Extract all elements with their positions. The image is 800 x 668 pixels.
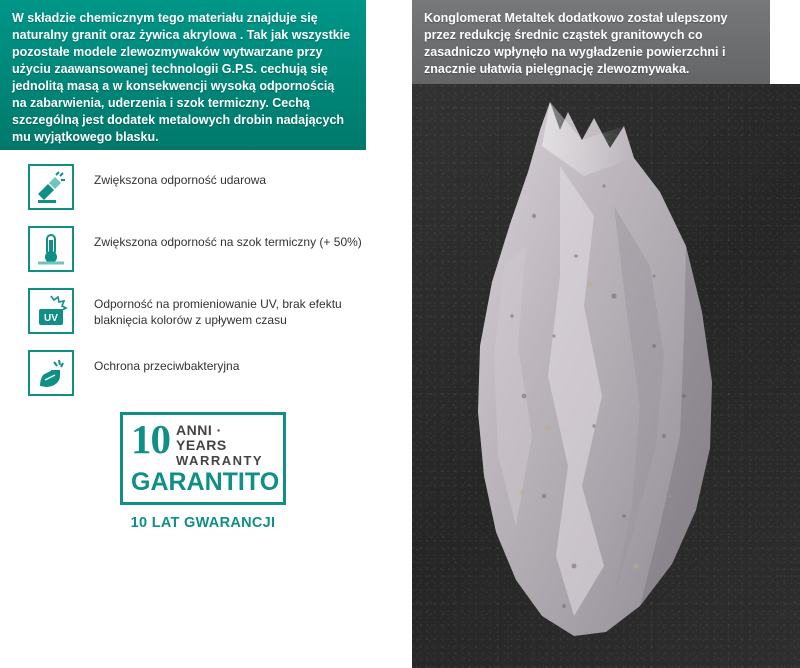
svg-text:UV: UV (44, 313, 58, 324)
intro-description-box: W składzie chemicznym tego materiału znajduje się naturalny granit oraz żywica akrylowa . Tak jak wszystkie pozostałe modele zlewozmywaków wytwarzane przy użyciu zaawansowanej technologii G.P.S. cechują się jednolitą masą a w konsekwencji wysoką odpornością na zabarwienia, uderzenia i szok termiczny. Cechą szczególną jest dodatek metalowych drobin nadających mu wyjątkowego blasku. (0, 0, 366, 150)
feature-label: Ochrona przeciwbakteryjna (94, 359, 240, 373)
warranty-years-number: 10 (131, 416, 170, 462)
uv-shield-icon (28, 288, 74, 334)
stone-photo (412, 84, 800, 668)
feature-label: Odporność na promieniowanie UV, brak efektu blaknięcia kolorów z upływem czasu (94, 297, 342, 327)
granite-stone-shape (464, 96, 726, 648)
warranty-garantito: GARANTITO (131, 468, 280, 496)
warranty-box (120, 412, 286, 505)
feature-label: Zwiększona odporność na szok termiczny (+ 50%) (94, 235, 362, 249)
antibacterial-icon (28, 350, 74, 396)
feature-item (0, 220, 400, 282)
feature-item (0, 344, 400, 406)
impact-resistance-icon (28, 164, 74, 210)
feature-list (0, 158, 400, 406)
conglomerate-description-box: Konglomerat Metaltek dodatkowo został ulepszony przez redukcję średnic cząstek granitowych co zasadniczo wpłynęło na wygładzenie powierzchni i znacznie ułatwia pielęgnację zlewozmywaka. (412, 0, 770, 84)
feature-label: Zwiększona odporność udarowa (94, 173, 267, 187)
thermometer-icon (28, 226, 74, 272)
warranty-badge (120, 412, 286, 531)
warranty-text-lines (176, 420, 275, 468)
feature-item (0, 158, 400, 220)
warranty-anni-years: ANNI · YEARS (176, 422, 227, 453)
right-column (412, 0, 800, 668)
feature-item (0, 282, 400, 344)
warranty-word: WARRANTY (176, 453, 264, 468)
warranty-caption: 10 LAT GWARANCJI (130, 515, 276, 531)
warranty-top-row (131, 416, 275, 468)
